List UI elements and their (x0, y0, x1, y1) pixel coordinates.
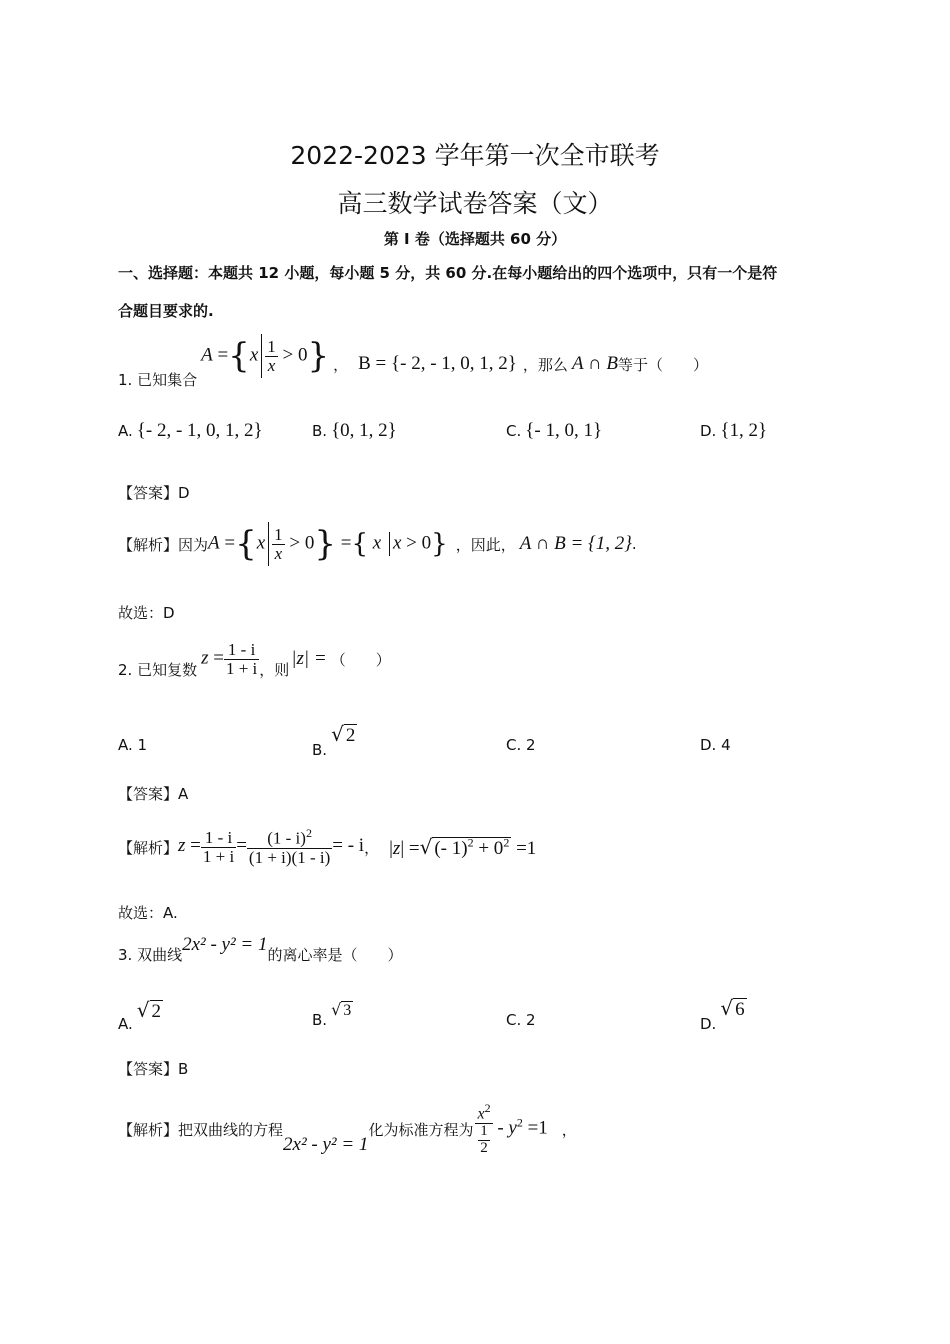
q3-option-c: C. 2 (506, 1011, 536, 1029)
q2-analysis-eq: z = $\frac{1 - i}{1 + i}$ = $\frac{(1 - i)^2}{(1 + i)(1 - i)}$ = - i (178, 826, 365, 867)
q1-prefix: 1. 已知集合 (118, 371, 198, 389)
question-2: 2. 已知复数 z = $\frac{1 - i}{1 + i}$ ，则 |z| = （ ） (118, 639, 391, 679)
q1-analysis: 【解析】因为 A ={x $\frac{1}{x}$ > 0} ={ x x > 0} ，因此， A ∩ B = {1, 2} . (118, 524, 637, 564)
q3-option-d: D.√ 6 (700, 996, 745, 1033)
q3-option-b: B.√ 3 (312, 1000, 352, 1029)
q1-intersection: A ∩ B (571, 353, 619, 374)
q1-set-b: B = {- 2, - 1, 0, 1, 2} (358, 353, 517, 374)
q3-answer: 【答案】B (118, 1060, 189, 1078)
q3-option-a: A.√ 2 (118, 998, 162, 1033)
q2-analysis-abs: |z| =√ (- $1)^2 + 0^2 =1$ (389, 834, 537, 859)
section-intro-line2: 合题目要求的. (118, 302, 214, 320)
q1-option-b: B. {0, 1, 2} (312, 420, 397, 441)
q2-analysis: 【解析】 z = $\frac{1 - i}{1 + i}$ = $\frac{(1 - i)^2}{(1 + i)(1 - i)}$ = - i ， |z| =√ (- $1)^2 + 0^2 =1$ (118, 826, 537, 867)
q3-standard-form: $\frac{x^2}{\frac{1}{2}}$ - $y^2 =1$ (477, 1100, 548, 1156)
q1-analysis-result: A ∩ B = {1, 2} (519, 533, 632, 554)
volume-heading: 第 I 卷（选择题共 60 分） (383, 230, 567, 248)
q2-abs-z: |z| = (291, 648, 327, 669)
document-title: 2022-2023 学年第一次全市联考 (290, 141, 660, 170)
document-subtitle: 高三数学试卷答案（文） (337, 189, 613, 218)
q2-choose: 故选：A. (118, 904, 178, 922)
q1-option-a: A. {- 2, - 1, 0, 1, 2} (118, 420, 263, 441)
q1-end: 等于（ ） (618, 355, 709, 374)
q2-option-c: C. 2 (506, 736, 536, 754)
q2-option-a: A. 1 (118, 736, 148, 754)
q2-option-d: D. 4 (700, 736, 731, 754)
q1-analysis-set: A ={x $\frac{1}{x}$ > 0} ={ x x > 0} (208, 524, 448, 564)
q1-option-c: C. {- 1, 0, 1} (506, 420, 603, 441)
q1-mid: ， (333, 355, 349, 374)
q3-equation: 2x² - y² = 1 (182, 934, 268, 955)
q1-answer: 【答案】D (118, 484, 190, 502)
q1-choose: 故选：D (118, 604, 175, 622)
section-intro-line1: 一、选择题：本题共 12 小题，每小题 5 分，共 60 分.在每小题给出的四个选项中，只有一个是符 (118, 264, 778, 282)
q1-option-d: D. {1, 2} (700, 420, 768, 441)
q3-analysis: 【解析】把双曲线的方程 2x² - y² = 1 化为标准方程为 $\frac{x^2}{\frac{1}{2}}$ - $y^2 =1$ ， (118, 1090, 577, 1168)
q2-z-def: z = $\frac{1 - i}{1 + i}$ (201, 639, 258, 678)
q1-suffix: ，那么 (522, 355, 568, 374)
q3-analysis-eq: 2x² - y² = 1 (283, 1134, 369, 1155)
question-1 (118, 334, 708, 394)
question-3: 3. 双曲线 2x² - y² = 1 的离心率是（ ） (118, 934, 403, 964)
q2-option-b: B.√ 2 (312, 722, 356, 759)
q1-set-a: A ={x $\frac{1}{x}$ > 0} (201, 336, 330, 376)
q2-answer: 【答案】A (118, 785, 189, 803)
